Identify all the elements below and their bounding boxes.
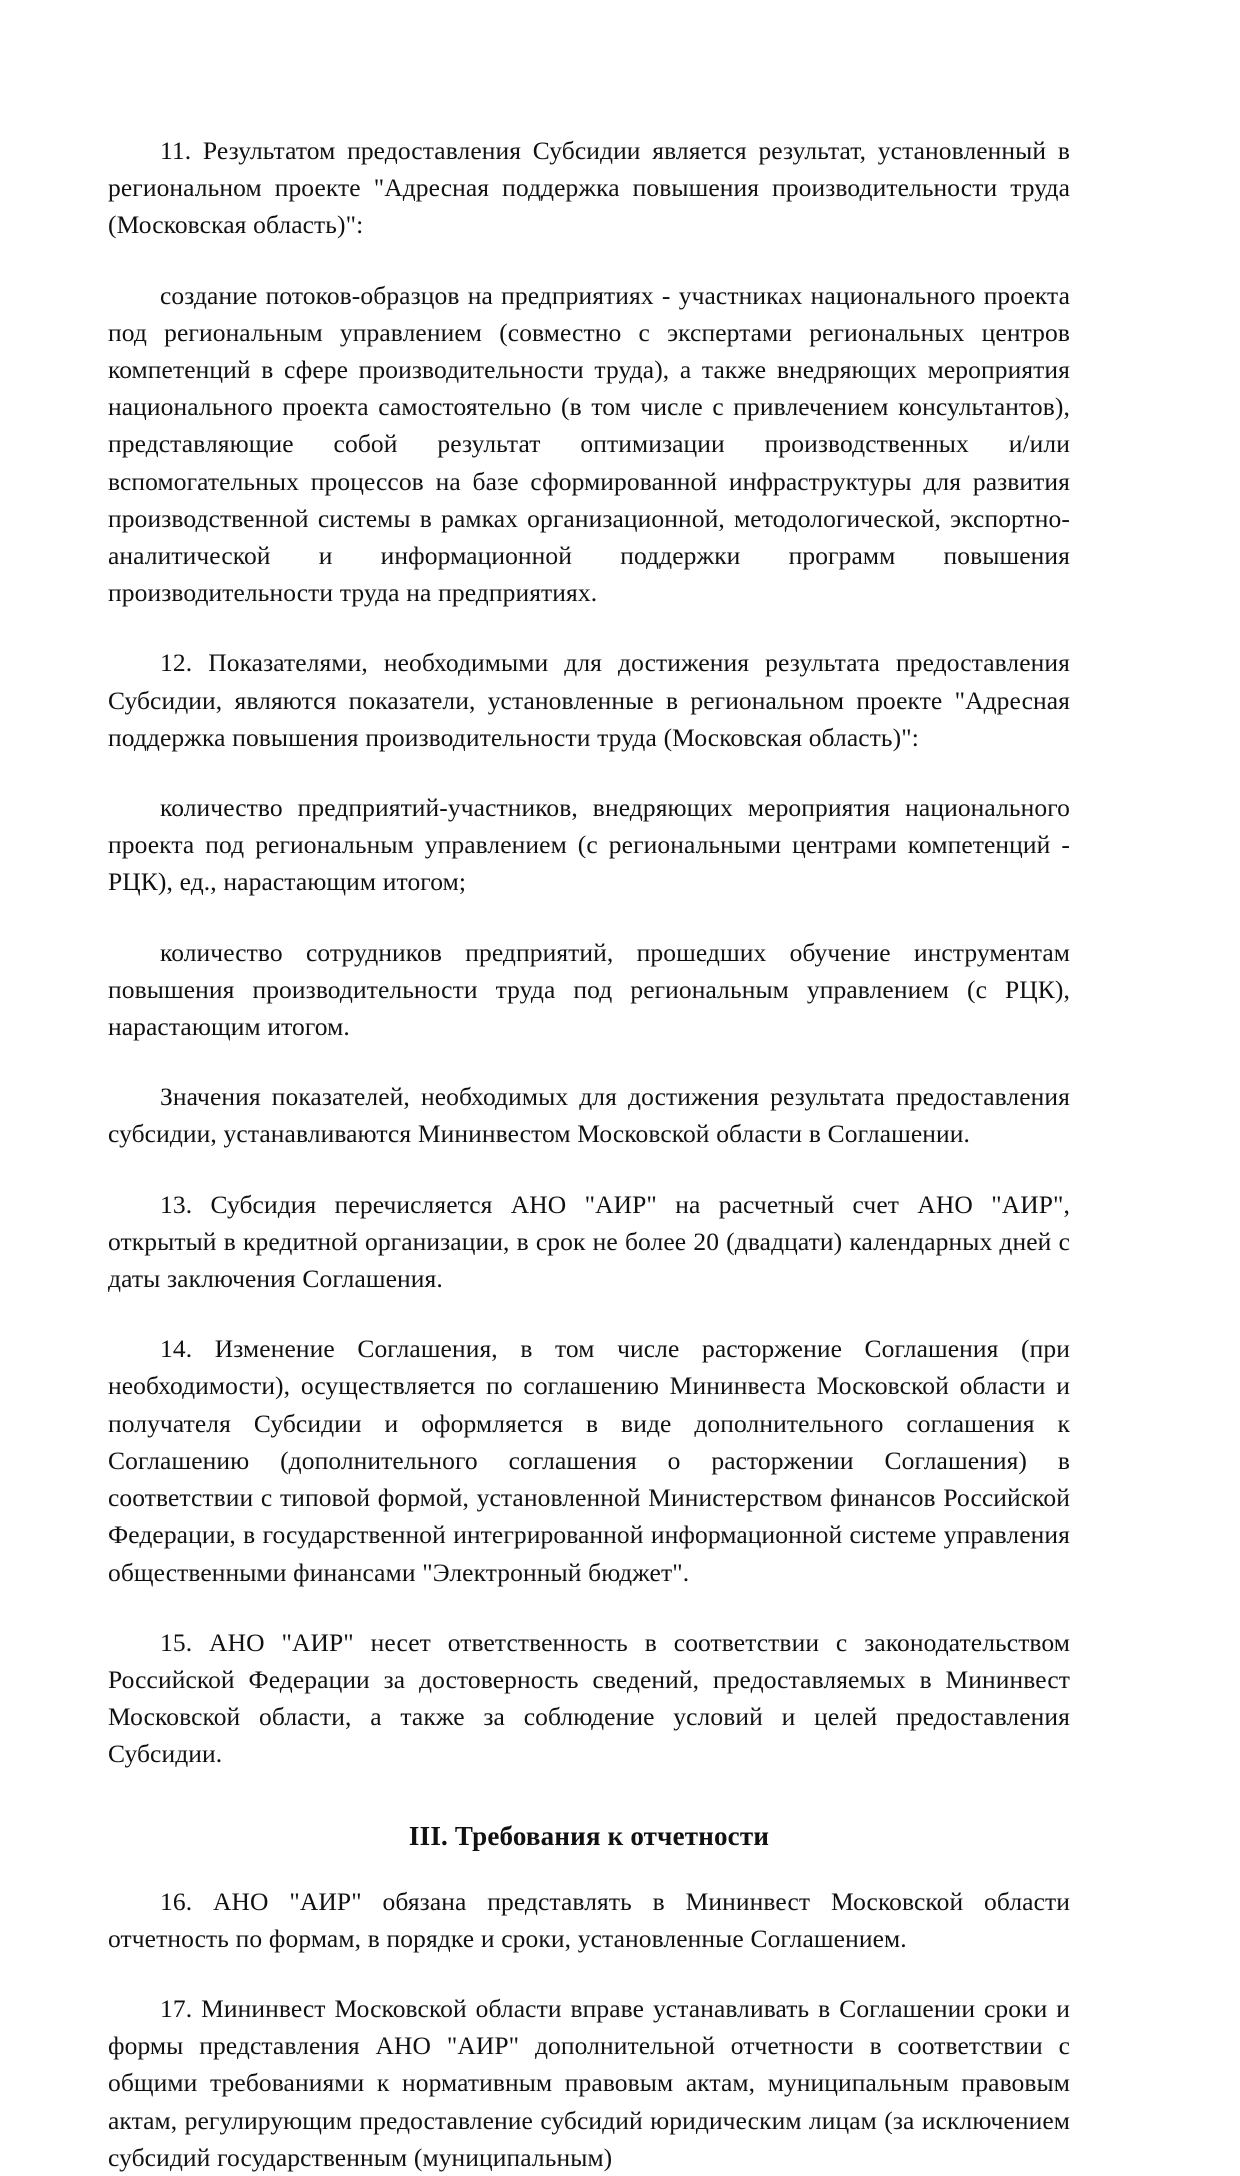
paragraph-12-sub-a: количество предприятий-участников, внедряющих мероприятия национального проекта под региональным управлением (с региональными центрами компетенций - РЦК), ед., нарастающим итогом; [108,793,1070,897]
paragraph-12: 12. Показателями, необходимыми для достижения результата предоставления Субсидии, являются показатели, установленные в региональном проекте "Адресная поддержка повышения производительности труда (Московская область)": [108,648,1070,752]
document-body [108,132,1070,2176]
paragraph-15: 15. АНО "АИР" несет ответственность в соответствии с законодательством Российской Федерации за достоверность сведений, предоставляемых в Мининвест Московской области, а также за соблюдение условий и целей предоставления Субсидии. [108,1627,1070,1769]
section-heading-requirements-reporting: III. Требования к отчетности [408,1820,770,1851]
paragraph-12-sub-c: Значения показателей, необходимых для достижения результата предоставления субсидии, устанавливаются Мининвестом Московской области в Соглашении. [108,1082,1070,1149]
paragraph-14: 14. Изменение Соглашения, в том числе расторжение Соглашения (при необходимости), осуществляется по соглашению Мининвеста Московской области и получателя Субсидии и оформляется в виде дополнительного соглашения к Соглашению (дополнительного соглашения о расторжении Соглашения) в соответствии с типовой формой, установленной Министерством финансов Российской Федерации, в государственной интегрированной информационной системе управления общественными финансами "Электронный бюджет". [108,1334,1070,1587]
paragraph-13: 13. Субсидия перечисляется АНО "АИР" на расчетный счет АНО "АИР", открытый в кредитной организации, в срок не более 20 (двадцати) календарных дней с даты заключения Соглашения. [108,1189,1070,1294]
paragraph-11: 11. Результатом предоставления Субсидии является результат, установленный в региональном проекте "Адресная поддержка повышения производительности труда (Московская область)": [108,136,1070,240]
paragraph-16: 16. АНО "АИР" обязана представлять в Мининвест Московской области отчетность по формам, в порядке и сроки, установленные Соглашением. [108,1886,1070,1953]
paragraph-17: 17. Мининвест Московской области вправе устанавливать в Соглашении сроки и формы представления АНО "АИР" дополнительной отчетности в соответствии с общими требованиями к нормативным правовым актам, муниципальным правовым актам, регулирующим предоставление субсидий юридическим лицам (за исключением субсидий государственным (муниципальным) [108,1993,1070,2172]
paragraph-11-sub-a: создание потоков-образцов на предприятиях - участниках национального проекта под региональным управлением (совместно с экспертами региональных центров компетенций в сфере производительности труда), а также внедряющих мероприятия национального проекта самостоятельно (в том числе с привлечением консультантов), представляющие собой результат оптимизации производственных и/или вспомогательных процессов на базе сформированной инфраструктуры для развития производственной системы в рамках организационной, методологической, экспортно-аналитической и информационной поддержки программ повышения производительности труда на предприятиях. [108,280,1070,608]
paragraph-12-sub-b: количество сотрудников предприятий, прошедших обучение инструментам повышения производительности труда под региональным управлением (с РЦК), нарастающим итогом. [108,937,1070,1042]
